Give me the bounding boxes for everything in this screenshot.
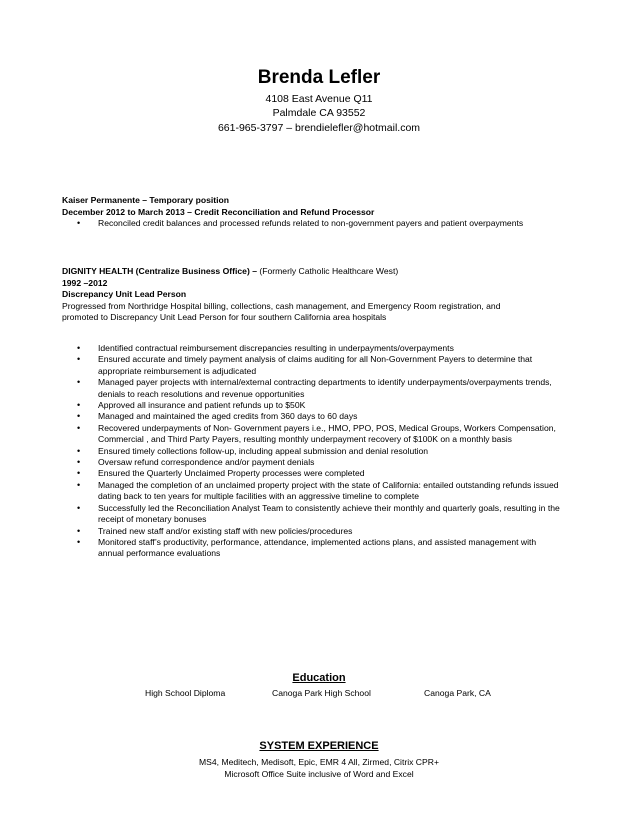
list-item: • Managed the completion of an unclaimed property project with the state of California: entailed outstanding refunds issued dating back to ten years for multiple facilities with an aggressive timeline to complete (77, 479, 559, 502)
list-item: • Trained new staff and/or existing staff with new policies/procedures (77, 525, 353, 536)
education-heading: Education (292, 672, 346, 684)
address-line-2: Palmdale CA 93552 (272, 107, 366, 119)
list-item: • Approved all insurance and patient refunds up to $50K (77, 400, 306, 411)
job2-summary-2: promoted to Discrepancy Unit Lead Person for four southern California area hospitals (62, 312, 387, 323)
job-kaiser (62, 195, 582, 230)
education-location: Canoga Park, CA (424, 688, 491, 698)
job1-employer: Kaiser Permanente – Temporary position (62, 195, 229, 205)
bullet-icon: • (77, 400, 81, 411)
bullet-icon: • (77, 377, 81, 388)
system-experience-heading: SYSTEM EXPERIENCE (259, 740, 379, 752)
contact-line: 661-965-3797 – brendielefler@hotmail.com (217, 122, 421, 134)
job2-bullets (62, 343, 562, 560)
list-item: • Monitored staff’s productivity, performance, attendance, implemented actions plans, and assisted management with annual performance evaluations (77, 536, 537, 559)
systems-line-1: MS4, Meditech, Medisoft, Epic, EMR 4 All, Zirmed, Citrix CPR+ (199, 757, 439, 767)
bullet-icon: • (77, 479, 81, 490)
list-item: • Recovered underpayments of Non- Government payers i.e., HMO, PPO, POS, Medical Groups, Workers Compensation, Commercial , and Third Party Payers, resulting monthly underpayment recovery of $100K on a monthly basis (77, 422, 556, 445)
bullet-icon: • (77, 502, 81, 513)
bullet-icon: • (77, 343, 81, 353)
job2-employer: DIGNITY HEALTH (Centralize Business Office) – (Formerly Catholic Healthcare West) (62, 266, 399, 276)
bullet-icon: • (77, 525, 81, 536)
list-item: • Managed payer projects with internal/external contracting departments to identify underpayments/overpayments trends, denials to reach resolutions and revenue opportunities (77, 377, 552, 399)
list-item: • Oversaw refund correspondence and/or payment denials (77, 457, 315, 468)
list-item: • Ensured the Quarterly Unclaimed Property processes were completed (77, 468, 365, 479)
list-item: • Ensured accurate and timely payment analysis of claims auditing for all Non-Government Payers to determine that appropriate reimbursement is adjudicated (77, 354, 533, 376)
bullet-icon: • (77, 445, 81, 456)
list-item: • Identified contractual reimbursement discrepancies resulting in underpayments/overpayments (77, 343, 454, 353)
bullet-icon: • (77, 457, 81, 468)
job1-bullets (62, 218, 582, 229)
systems-line-2: Microsoft Office Suite inclusive of Word and Excel (224, 769, 414, 779)
bullet-icon: • (77, 536, 81, 547)
bullet-icon: • (77, 468, 81, 479)
list-item: • Ensured timely collections follow-up, including appeal submission and denial resolution (77, 445, 429, 456)
job1-dates-title: December 2012 to March 2013 – Credit Reconciliation and Refund Processor (62, 206, 375, 217)
candidate-name: Brenda Lefler (257, 67, 381, 88)
list-item: • Managed and maintained the aged credits from 360 days to 60 days (77, 411, 358, 422)
job-dignity (62, 266, 582, 324)
job2-summary-1: Progressed from Northridge Hospital billing, collections, cash management, and Emergency Room registration, and (62, 300, 501, 311)
education-school: Canoga Park High School (272, 688, 371, 698)
job2-bullets-block (62, 343, 562, 560)
bullet-icon: • (77, 218, 81, 229)
list-item: • Successfully led the Reconciliation Analyst Team to consistently achieve their monthly and quarterly goals, resulting in the receipt of monetary bonuses (77, 502, 560, 525)
bullet-icon: • (77, 411, 81, 422)
bullet-icon: • (77, 354, 81, 365)
bullet-icon: • (77, 422, 81, 433)
education-diploma: High School Diploma (145, 688, 226, 698)
list-item: • Reconciled credit balances and processed refunds related to non-government payers and patient overpayments (77, 218, 524, 229)
job2-title: Discrepancy Unit Lead Person (62, 289, 187, 300)
job2-dates: 1992 –2012 (62, 277, 108, 288)
address-line-1: 4108 East Avenue Q11 (265, 93, 373, 105)
